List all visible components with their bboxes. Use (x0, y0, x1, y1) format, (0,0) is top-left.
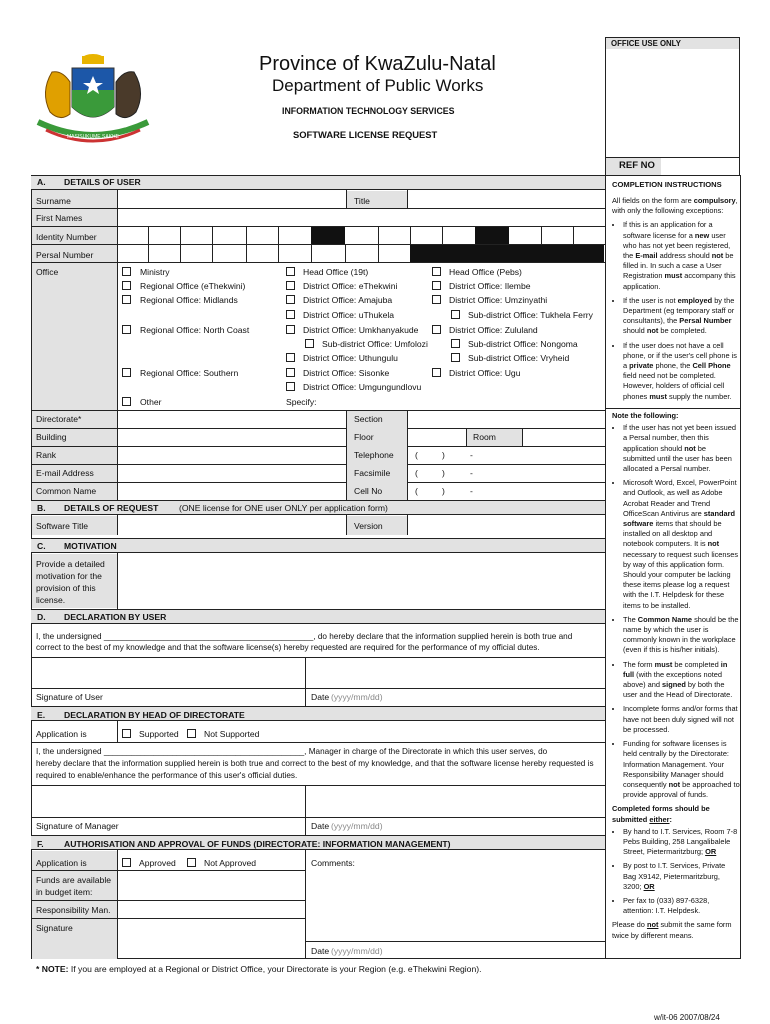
rank-label: Rank (36, 450, 57, 460)
instruction-bullet: • If the user is not employed by the Department (eg temporary staff or consultants), the Persal Number should not be completed. (623, 296, 740, 337)
regional-southern-checkbox[interactable] (122, 368, 131, 377)
office-option: District Office: Uthungulu (303, 353, 398, 363)
id-separator-block (311, 227, 345, 244)
digit-cell-line (541, 226, 542, 244)
paren-open: ( (415, 450, 418, 460)
section-field[interactable] (408, 411, 604, 428)
row-line (305, 941, 605, 942)
subdistrict-tukhela-ferry-checkbox[interactable] (451, 310, 460, 319)
district-sisonke-checkbox[interactable] (286, 368, 295, 377)
paren-close: ) (442, 486, 445, 496)
note-bullet: • Funding for software licenses is held centrally by the Directorate: Information Management. Your Responsibility Manager should consequently not be approached to provide approval of funds. (623, 739, 740, 800)
surname-field[interactable] (118, 191, 346, 208)
note-bullet: • If the user has not yet been issued a Persal number, then this application should not be submitted until the user has been allocated a Persal number. (623, 423, 740, 474)
district-umkhanyakude-checkbox[interactable] (286, 325, 295, 334)
instructions-intro: All fields on the form are compulsory, with only the following exceptions: (612, 196, 738, 216)
row-line (31, 742, 605, 743)
final-note: Please do not submit the same form twice by different means. (612, 920, 732, 940)
email-field[interactable] (118, 465, 346, 482)
office-option: District Office: Ugu (449, 368, 521, 378)
office-option: Sub-district Office: Umfolozi (322, 339, 428, 349)
funds-label-line1: Funds are available (36, 875, 112, 885)
first-names-label: First Names (36, 213, 83, 223)
dash: - (470, 450, 473, 460)
office-option: Head Office (Pebs) (449, 267, 522, 277)
office-option: Other (140, 397, 162, 407)
district-ilembe-checkbox[interactable] (432, 281, 441, 290)
other-checkbox[interactable] (122, 397, 131, 406)
dash: - (470, 468, 473, 478)
directorate-field[interactable] (118, 411, 346, 428)
manager-signature-field[interactable] (32, 786, 304, 817)
office-option: District Office: Amajuba (303, 295, 393, 305)
department-title: Department of Public Works (272, 76, 484, 95)
row-line (31, 817, 605, 818)
instructions-divider (605, 408, 741, 409)
district-umgungundlovu-checkbox[interactable] (286, 382, 295, 391)
facsimile-field[interactable] (408, 465, 604, 482)
section-e-letter: E. (37, 710, 46, 720)
footer-note-text: If you are employed at a Regional or District Office, your Directorate is your Region (e.g. eThekwini Region). (70, 964, 482, 974)
digit-cell-line (573, 226, 574, 244)
paren-close: ) (442, 468, 445, 478)
office-use-box (605, 37, 740, 158)
manager-date-field[interactable] (306, 786, 604, 817)
surname-label: Surname (36, 196, 71, 206)
office-option: District Office: Sisonke (303, 368, 390, 378)
digit-cell-line (148, 244, 149, 262)
subdistrict-umfolozi-checkbox[interactable] (305, 339, 314, 348)
supported-checkbox[interactable] (122, 729, 131, 738)
room-field[interactable] (523, 429, 604, 446)
floor-field[interactable] (408, 429, 466, 446)
footer-note-label: * NOTE: (36, 964, 69, 974)
responsibility-label: Responsibility Man. (36, 905, 111, 915)
version-field[interactable] (408, 516, 604, 535)
regional-north-coast-checkbox[interactable] (122, 325, 131, 334)
digit-cell-line (148, 226, 149, 244)
cell-no-field[interactable] (408, 483, 604, 500)
district-umzinyathi-checkbox[interactable] (432, 295, 441, 304)
office-option: Sub-district Office: Nongoma (468, 339, 578, 349)
building-label: Building (36, 432, 67, 442)
office-option: District Office: Umzinyathi (449, 295, 548, 305)
cell-line (346, 515, 347, 535)
motivation-prompt-line: Provide a detailed (36, 559, 105, 569)
office-option: Sub-district Office: Tukhela Ferry (468, 310, 593, 320)
first-names-field[interactable] (118, 209, 604, 226)
user-date-field[interactable] (306, 658, 604, 688)
motivation-prompt-line: provision of this (36, 583, 96, 593)
comments-label: Comments: (311, 858, 355, 868)
district-uthukela-checkbox[interactable] (286, 310, 295, 319)
digit-cell-line (180, 226, 181, 244)
subdistrict-nongoma-checkbox[interactable] (451, 339, 460, 348)
digit-cell-line (378, 244, 379, 262)
ministry-checkbox[interactable] (122, 267, 131, 276)
instructions-block (612, 196, 740, 406)
section-b-note: (ONE license for ONE user ONLY per application form) (179, 503, 388, 513)
digit-cell-line (410, 226, 411, 244)
province-title: Province of KwaZulu-Natal (259, 53, 496, 75)
telephone-field[interactable] (408, 447, 604, 464)
office-option: Regional Office: Midlands (140, 295, 238, 305)
office-use-label: OFFICE USE ONLY (611, 39, 681, 48)
row-line (31, 688, 605, 689)
regional-ethekwini-checkbox[interactable] (122, 281, 131, 290)
digit-cell-line (311, 244, 312, 262)
manager-date-hint: (yyyy/mm/dd) (331, 821, 383, 831)
digit-cell-line (212, 226, 213, 244)
motivation-field[interactable] (118, 554, 604, 608)
head-office-19t-checkbox[interactable] (286, 267, 295, 276)
regional-midlands-checkbox[interactable] (122, 295, 131, 304)
approved-checkbox[interactable] (122, 858, 131, 867)
manager-date-label: Date (311, 821, 330, 831)
notes-block (612, 411, 740, 941)
digit-cell-line (246, 226, 247, 244)
funds-label-line2: in budget item: (36, 887, 93, 897)
section-f-title: AUTHORISATION AND APPROVAL OF FUNDS (DIRECTORATE: INFORMATION MANAGEMENT) (64, 839, 451, 849)
identity-number-label: Identity Number (36, 232, 97, 242)
directorate-label: Directorate* (36, 414, 82, 424)
declaration-user-line2: correct to the best of my knowledge and that the software license(s) hereby requested are required for the performance of my official dutes. (36, 643, 540, 652)
digit-cell-line (345, 244, 346, 262)
title-label: Title (354, 196, 370, 206)
common-name-field[interactable] (118, 483, 346, 500)
district-amajuba-checkbox[interactable] (286, 295, 295, 304)
section-e-title: DECLARATION BY HEAD OF DIRECTORATE (64, 710, 245, 720)
notes-title: Note the following: (612, 411, 679, 420)
funds-signature-field[interactable] (118, 919, 304, 959)
declaration-manager-line1: I, the undersigned ____________________________________________, Manager in charge of the Directorate in which this user serves, do (36, 747, 548, 756)
cell-no-label: Cell No (354, 486, 383, 496)
rank-field[interactable] (118, 447, 346, 464)
user-signature-label: Signature of User (36, 692, 103, 702)
cell-line (346, 190, 347, 208)
section-d-letter: D. (37, 612, 46, 622)
note-bullet: • The form must be completed in full (with the exceptions noted above) and signed by both the user and the Head of Directorate. (623, 660, 740, 701)
submission-bullet: • By hand to I.T. Services, Room 7-8 Pebs Building, 258 Langalibalele Street, Pietermaritzburg; OR (623, 827, 740, 858)
supported-label: Supported (139, 729, 179, 739)
digit-cell-line (442, 226, 443, 244)
section-d-title: DECLARATION BY USER (64, 612, 167, 622)
office-option: District Office: Umkhanyakude (303, 325, 419, 335)
kzn-coat-of-arms-logo (32, 52, 154, 150)
funds-date-hint: (yyyy/mm/dd) (331, 946, 383, 956)
user-signature-field[interactable] (32, 658, 304, 688)
manager-signature-label: Signature of Manager (36, 821, 119, 831)
section-a-title: DETAILS OF USER (64, 177, 141, 187)
section-c-header (31, 538, 605, 553)
not-approved-checkbox[interactable] (187, 858, 196, 867)
note-bullet: • The Common Name should be the name by which the user is commonly known in the workplace (even if this is his/her initials). (623, 615, 740, 656)
section-f-letter: F. (37, 839, 44, 849)
digit-cell-line (212, 244, 213, 262)
section-b-letter: B. (37, 503, 46, 513)
application-is-label: Application is (36, 729, 87, 739)
office-option: District Office: Umgungundlovu (303, 382, 422, 392)
email-label: E-mail Address (36, 468, 94, 478)
dash: - (470, 486, 473, 496)
digit-cell-line (278, 244, 279, 262)
budget-item-field[interactable] (118, 871, 304, 900)
funds-signature-label: Signature (36, 923, 73, 933)
head-office-pebs-checkbox[interactable] (432, 267, 441, 276)
specify-label: Specify: (286, 397, 317, 407)
district-ugu-checkbox[interactable] (432, 368, 441, 377)
section-a-letter: A. (37, 177, 46, 187)
instructions-title: COMPLETION INSTRUCTIONS (612, 180, 722, 189)
office-option: Ministry (140, 267, 170, 277)
version-label: Version (354, 521, 383, 531)
note-bullet: • Microsoft Word, Excel, PowerPoint and Outlook, as well as Adobe Acrobat Reader and Trend OfficeScan Antivirus are standard software items that should be installed on all desktop and notebook computers. It is not necessary to request such licenses by way of this application form. Should your computer be lacking these items please log a request with the I.T. Helpdesk for these items to be installed. (623, 478, 740, 611)
user-date-label: Date (311, 692, 330, 702)
subdistrict-vryheid-checkbox[interactable] (451, 353, 460, 362)
digit-cell-line (378, 226, 379, 244)
office-option: Regional Office (eThekwini) (140, 281, 246, 291)
motivation-prompt-line: motivation for the (36, 571, 102, 581)
software-title-label: Software Title (36, 521, 89, 531)
comments-field[interactable] (306, 851, 604, 941)
office-option: District Office: Ilembe (449, 281, 531, 291)
paren-close: ) (442, 450, 445, 460)
digit-cell-line (180, 244, 181, 262)
office-option: District Office: eThekwini (303, 281, 398, 291)
cell-line (466, 428, 467, 446)
section-c-title: MOTIVATION (64, 541, 117, 551)
office-option: Head Office (19t) (303, 267, 369, 277)
common-name-label: Common Name (36, 486, 97, 496)
office-option: District Office: uThukela (303, 310, 395, 320)
responsibility-field[interactable] (118, 901, 304, 918)
office-label: Office (36, 267, 59, 277)
declaration-user-line1: I, the undersigned ______________________________________________, do hereby declare that the information supplied herein is both true and (36, 632, 573, 641)
digit-cell-line (278, 226, 279, 244)
office-option: Sub-district Office: Vryheid (468, 353, 570, 363)
title-field[interactable] (408, 191, 604, 208)
identity-number-field[interactable] (118, 227, 604, 244)
floor-label: Floor (354, 432, 374, 442)
not-approved-label: Not Approved (204, 858, 257, 868)
it-services-heading: INFORMATION TECHNOLOGY SERVICES (282, 106, 455, 116)
funds-date-label: Date (311, 946, 330, 956)
district-uthungulu-checkbox[interactable] (286, 353, 295, 362)
office-option: Regional Office: North Coast (140, 325, 250, 335)
district-ethekwini-checkbox[interactable] (286, 281, 295, 290)
office-option: District Office: Zululand (449, 325, 538, 335)
footer-note (36, 964, 481, 975)
paren-open: ( (415, 486, 418, 496)
declaration-manager-line2: hereby declare that the information supplied herein is both true and correct to the best of my knowledge, and that the software license hereby requested is (36, 759, 594, 768)
row-line (31, 262, 605, 263)
persal-number-label: Persal Number (36, 250, 94, 260)
instruction-divider (605, 175, 606, 959)
section-b-title: DETAILS OF REQUEST (64, 503, 159, 513)
user-date-hint: (yyyy/mm/dd) (331, 692, 383, 702)
facsimile-label: Facsimile (354, 468, 391, 478)
software-title-field[interactable] (118, 516, 346, 535)
paren-open: ( (415, 468, 418, 478)
cell-line (346, 410, 347, 500)
submission-title: Completed forms should be submitted either: (612, 804, 710, 824)
motivation-prompt-line: license. (36, 595, 66, 605)
instruction-bullet: • If this is an application for a software license for a new user who has not yet been registered, the E-mail address should not be filled in. In such a case a User Registration must accompany this application. (623, 220, 740, 291)
ref-no-label: REF NO (619, 160, 655, 171)
cell-line (117, 721, 118, 742)
section-c-letter: C. (37, 541, 46, 551)
digit-cell-line (246, 244, 247, 262)
not-supported-label: Not Supported (204, 729, 260, 739)
not-supported-checkbox[interactable] (187, 729, 196, 738)
crest-motto: MASISUKUME SAKHE (67, 134, 119, 140)
form-title: SOFTWARE LICENSE REQUEST (293, 129, 438, 140)
section-label: Section (354, 414, 383, 424)
building-field[interactable] (118, 429, 346, 446)
note-bullet: • Incomplete forms and/or forms that have not been duly signed will not be processed. (623, 704, 740, 735)
funds-application-is-label: Application is (36, 858, 87, 868)
approved-label: Approved (139, 858, 176, 868)
id-separator-block (475, 227, 509, 244)
office-option: Regional Office: Southern (140, 368, 239, 378)
telephone-label: Telephone (354, 450, 394, 460)
instruction-bullet: • If the user does not have a cell phone, or if the user's cell phone is a private phone, the Cell Phone field need not be completed. However, holders of official cell phones must supply the number. (623, 341, 740, 402)
district-zululand-checkbox[interactable] (432, 325, 441, 334)
persal-blocked-cells (410, 245, 604, 262)
submission-bullet: • Per fax to (033) 897-6328, attention: I.T. Helpdesk. (623, 896, 740, 916)
room-label: Room (473, 432, 496, 442)
declaration-manager-line3: required to enable/enhance the performance of this user's official duties. (36, 771, 298, 780)
form-code: w/it-06 2007/08/24 (654, 1013, 720, 1022)
submission-bullet: • By post to I.T. Services, Private Bag X9142, Pietermaritzburg, 3200; OR (623, 861, 740, 892)
